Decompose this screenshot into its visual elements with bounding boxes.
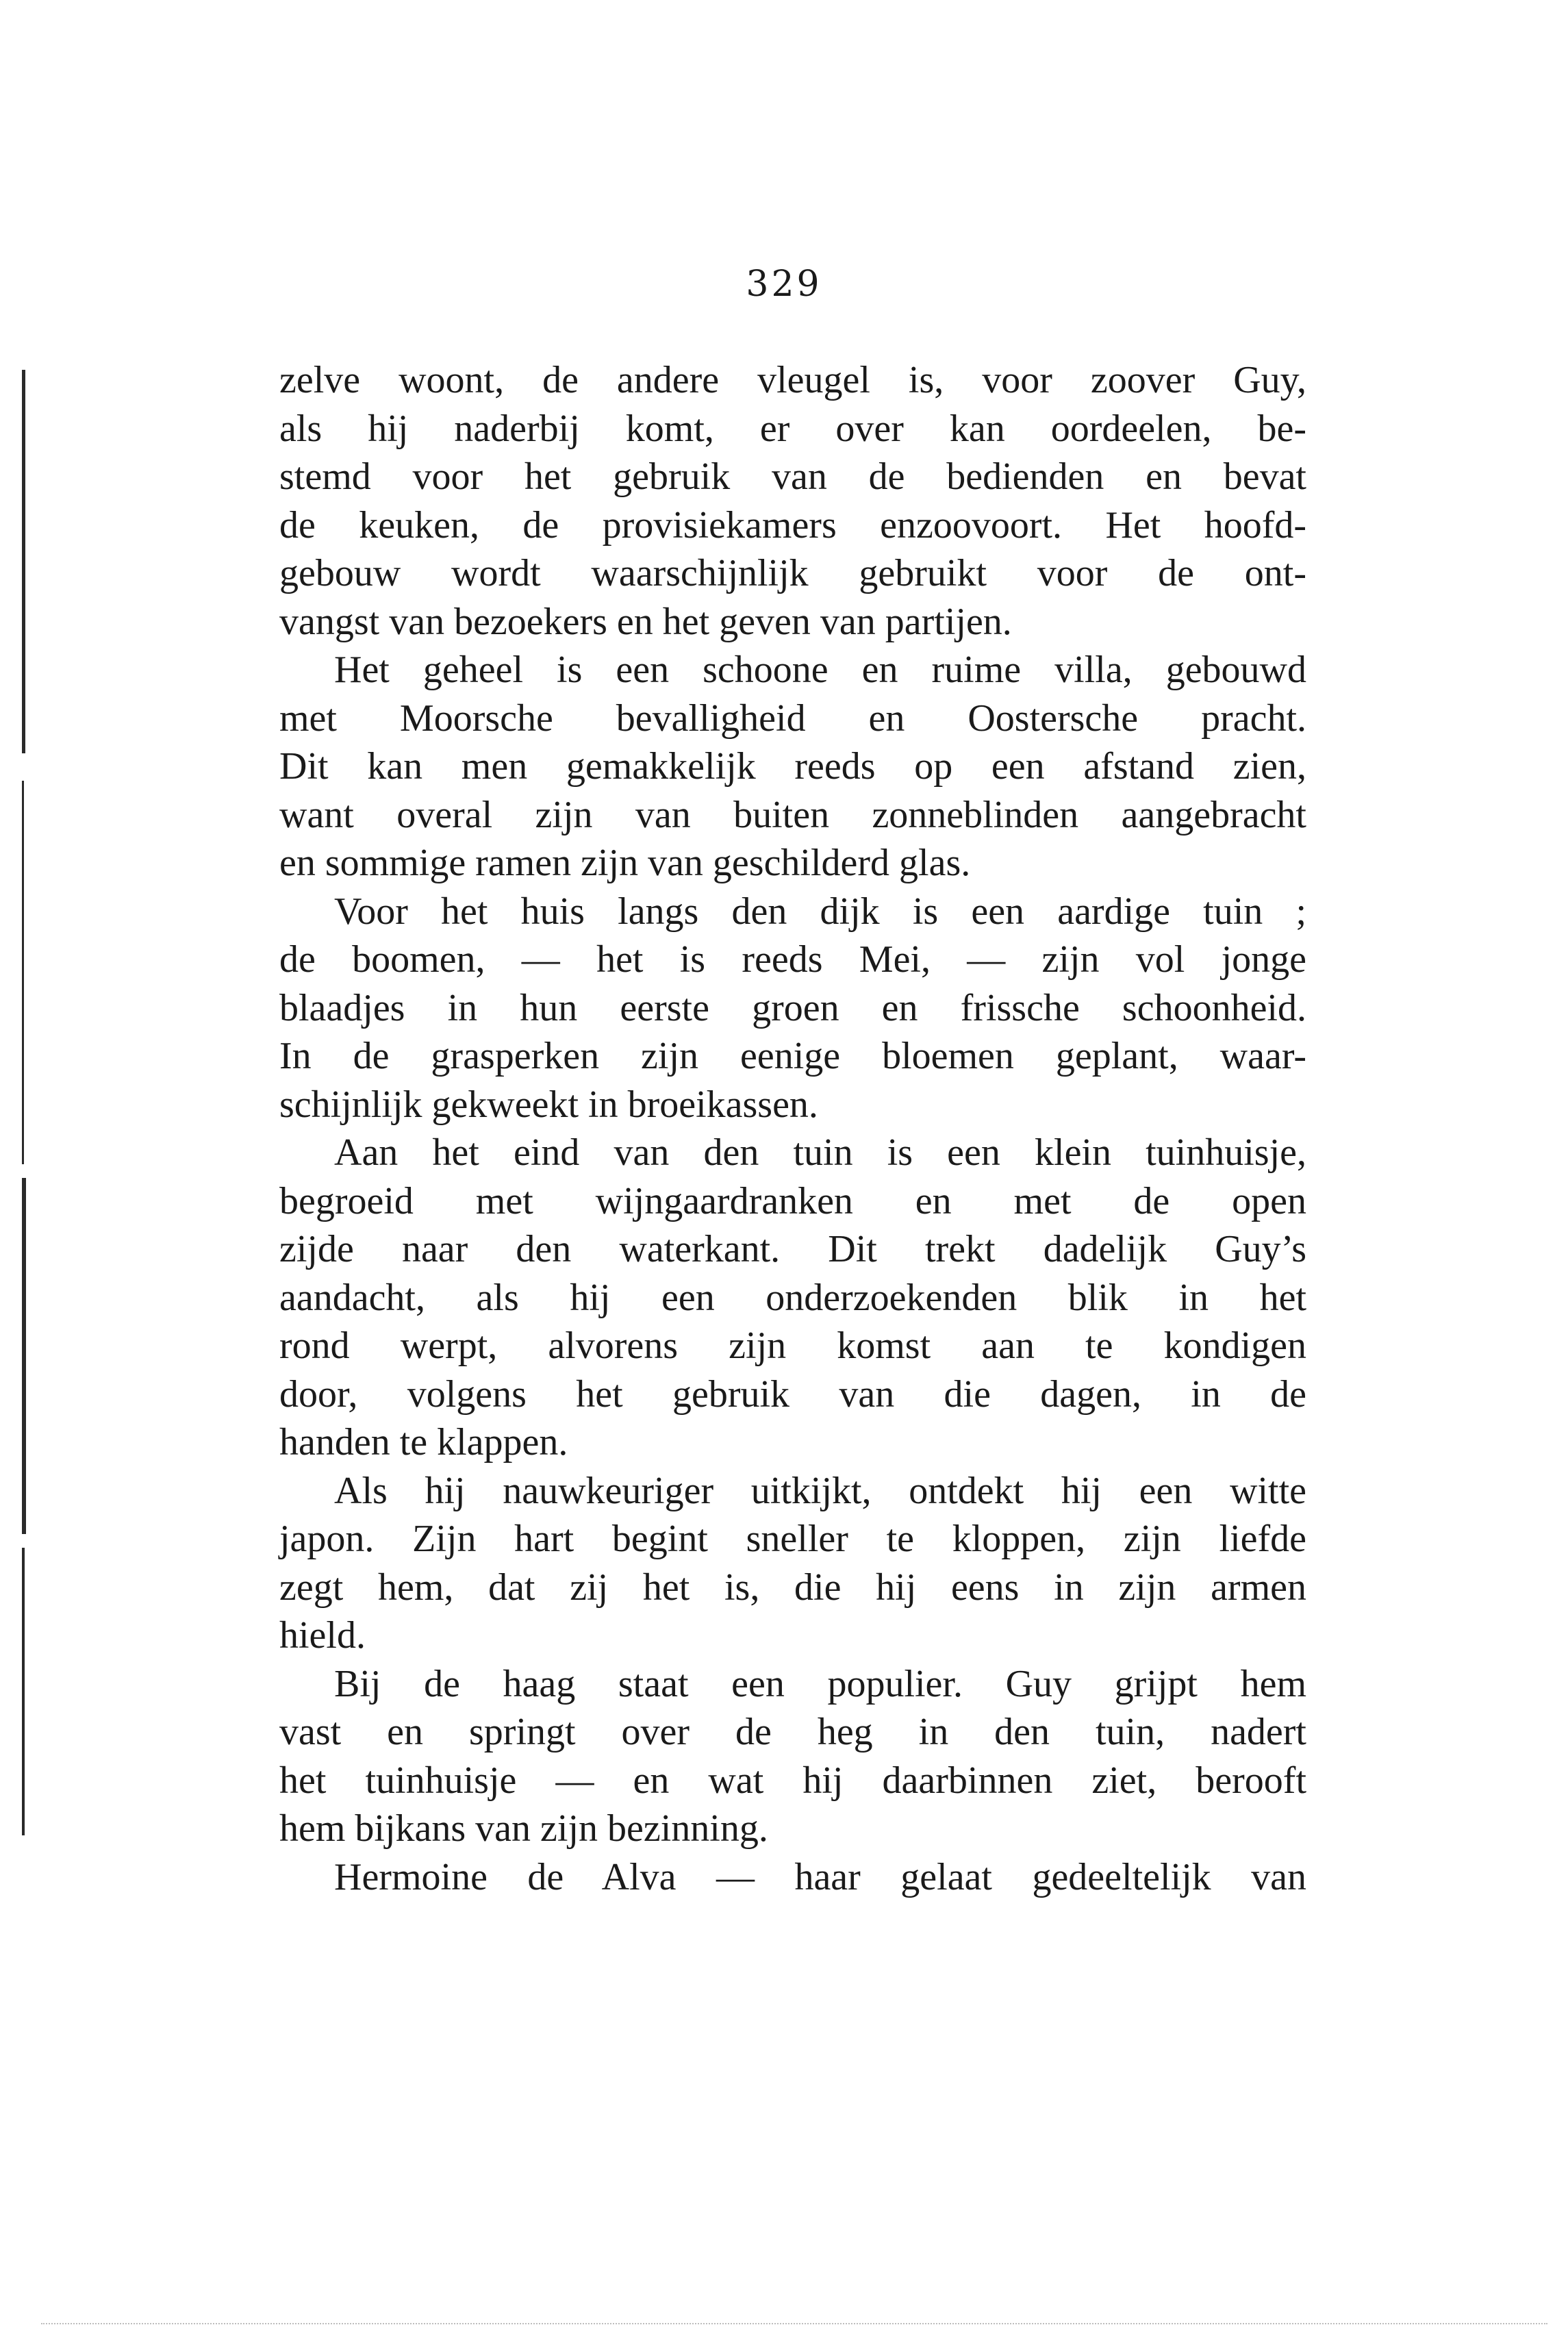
page-number: 329 xyxy=(746,264,822,305)
text-line: gebouw wordt waarschijnlijk gebruikt voor de ont- xyxy=(279,552,1306,594)
text-line: en sommige ramen zijn van geschilderd glas. xyxy=(279,842,971,884)
text-line: blaadjes in hun eerste groen en frissche schoonheid. xyxy=(279,986,1306,1029)
text-line: de keuken, de provisiekamers enzoovoort. Het hoofd- xyxy=(279,503,1306,547)
text-line: rond werpt, alvorens zijn komst aan te kondigen xyxy=(279,1324,1306,1367)
text-line: zelve woont, de andere vleugel is, voor zoover Guy, xyxy=(279,359,1306,401)
margin-binding-marks xyxy=(16,342,37,1849)
text-line: Hermoine de Alva — haar gelaat gedeeltelijk van xyxy=(334,1855,1306,1898)
text-line: Als hij nauwkeuriger uitkijkt, ontdekt hij een witte xyxy=(334,1469,1306,1512)
text-line: als hij naderbij komt, er over kan oordeelen, be- xyxy=(279,407,1306,450)
margin-mark xyxy=(22,370,25,753)
text-line: de boomen, — het is reeds Mei, — zijn vol jonge xyxy=(279,938,1306,981)
text-line: stemd voor het gebruik van de bedienden en bevat xyxy=(279,455,1306,498)
text-line: vast en springt over de heg in den tuin, nadert xyxy=(279,1711,1306,1753)
margin-mark xyxy=(22,1548,25,1835)
text-line: Aan het eind van den tuin is een klein tuinhuisje, xyxy=(334,1131,1306,1174)
text-line: japon. Zijn hart begint sneller te kloppen, zijn liefde xyxy=(279,1518,1306,1560)
body-text xyxy=(279,356,1306,1901)
text-line: aandacht, als hij een onderzoekenden blik in het xyxy=(279,1276,1306,1319)
text-line: zegt hem, dat zij het is, die hij eens in zijn armen xyxy=(279,1566,1306,1609)
text-line: vangst van bezoekers en het geven van partijen. xyxy=(279,600,1012,643)
text-line: Bij de haag staat een populier. Guy grijpt hem xyxy=(334,1662,1306,1705)
text-line: hem bijkans van zijn bezinning. xyxy=(279,1807,768,1850)
text-line: In de grasperken zijn eenige bloemen geplant, waar- xyxy=(279,1035,1306,1077)
text-line: schijnlijk gekweekt in broeikassen. xyxy=(279,1083,818,1126)
text-line: begroeid met wijngaardranken en met de open xyxy=(279,1179,1306,1222)
text-line: handen te klappen. xyxy=(279,1421,568,1464)
margin-mark xyxy=(22,781,24,1164)
text-line: het tuinhuisje — en wat hij daarbinnen ziet, berooft xyxy=(279,1759,1306,1802)
text-line: door, volgens het gebruik van die dagen, in de xyxy=(279,1372,1306,1416)
text-line: want overal zijn van buiten zonneblinden aangebracht xyxy=(279,793,1306,836)
text-line: Het geheel is een schoone en ruime villa, gebouwd xyxy=(334,649,1306,691)
text-line: zijde naar den waterkant. Dit trekt dadelijk Guy’s xyxy=(279,1228,1306,1270)
text-line: Voor het huis langs den dijk is een aardige tuin ; xyxy=(334,890,1306,933)
margin-mark xyxy=(22,1178,26,1534)
text-line: Dit kan men gemakkelijk reeds op een afstand zien, xyxy=(279,745,1306,788)
text-line: met Moorsche bevalligheid en Oostersche pracht. xyxy=(279,696,1306,740)
text-line: hield. xyxy=(279,1614,366,1657)
bottom-scan-edge xyxy=(41,2323,1547,2326)
